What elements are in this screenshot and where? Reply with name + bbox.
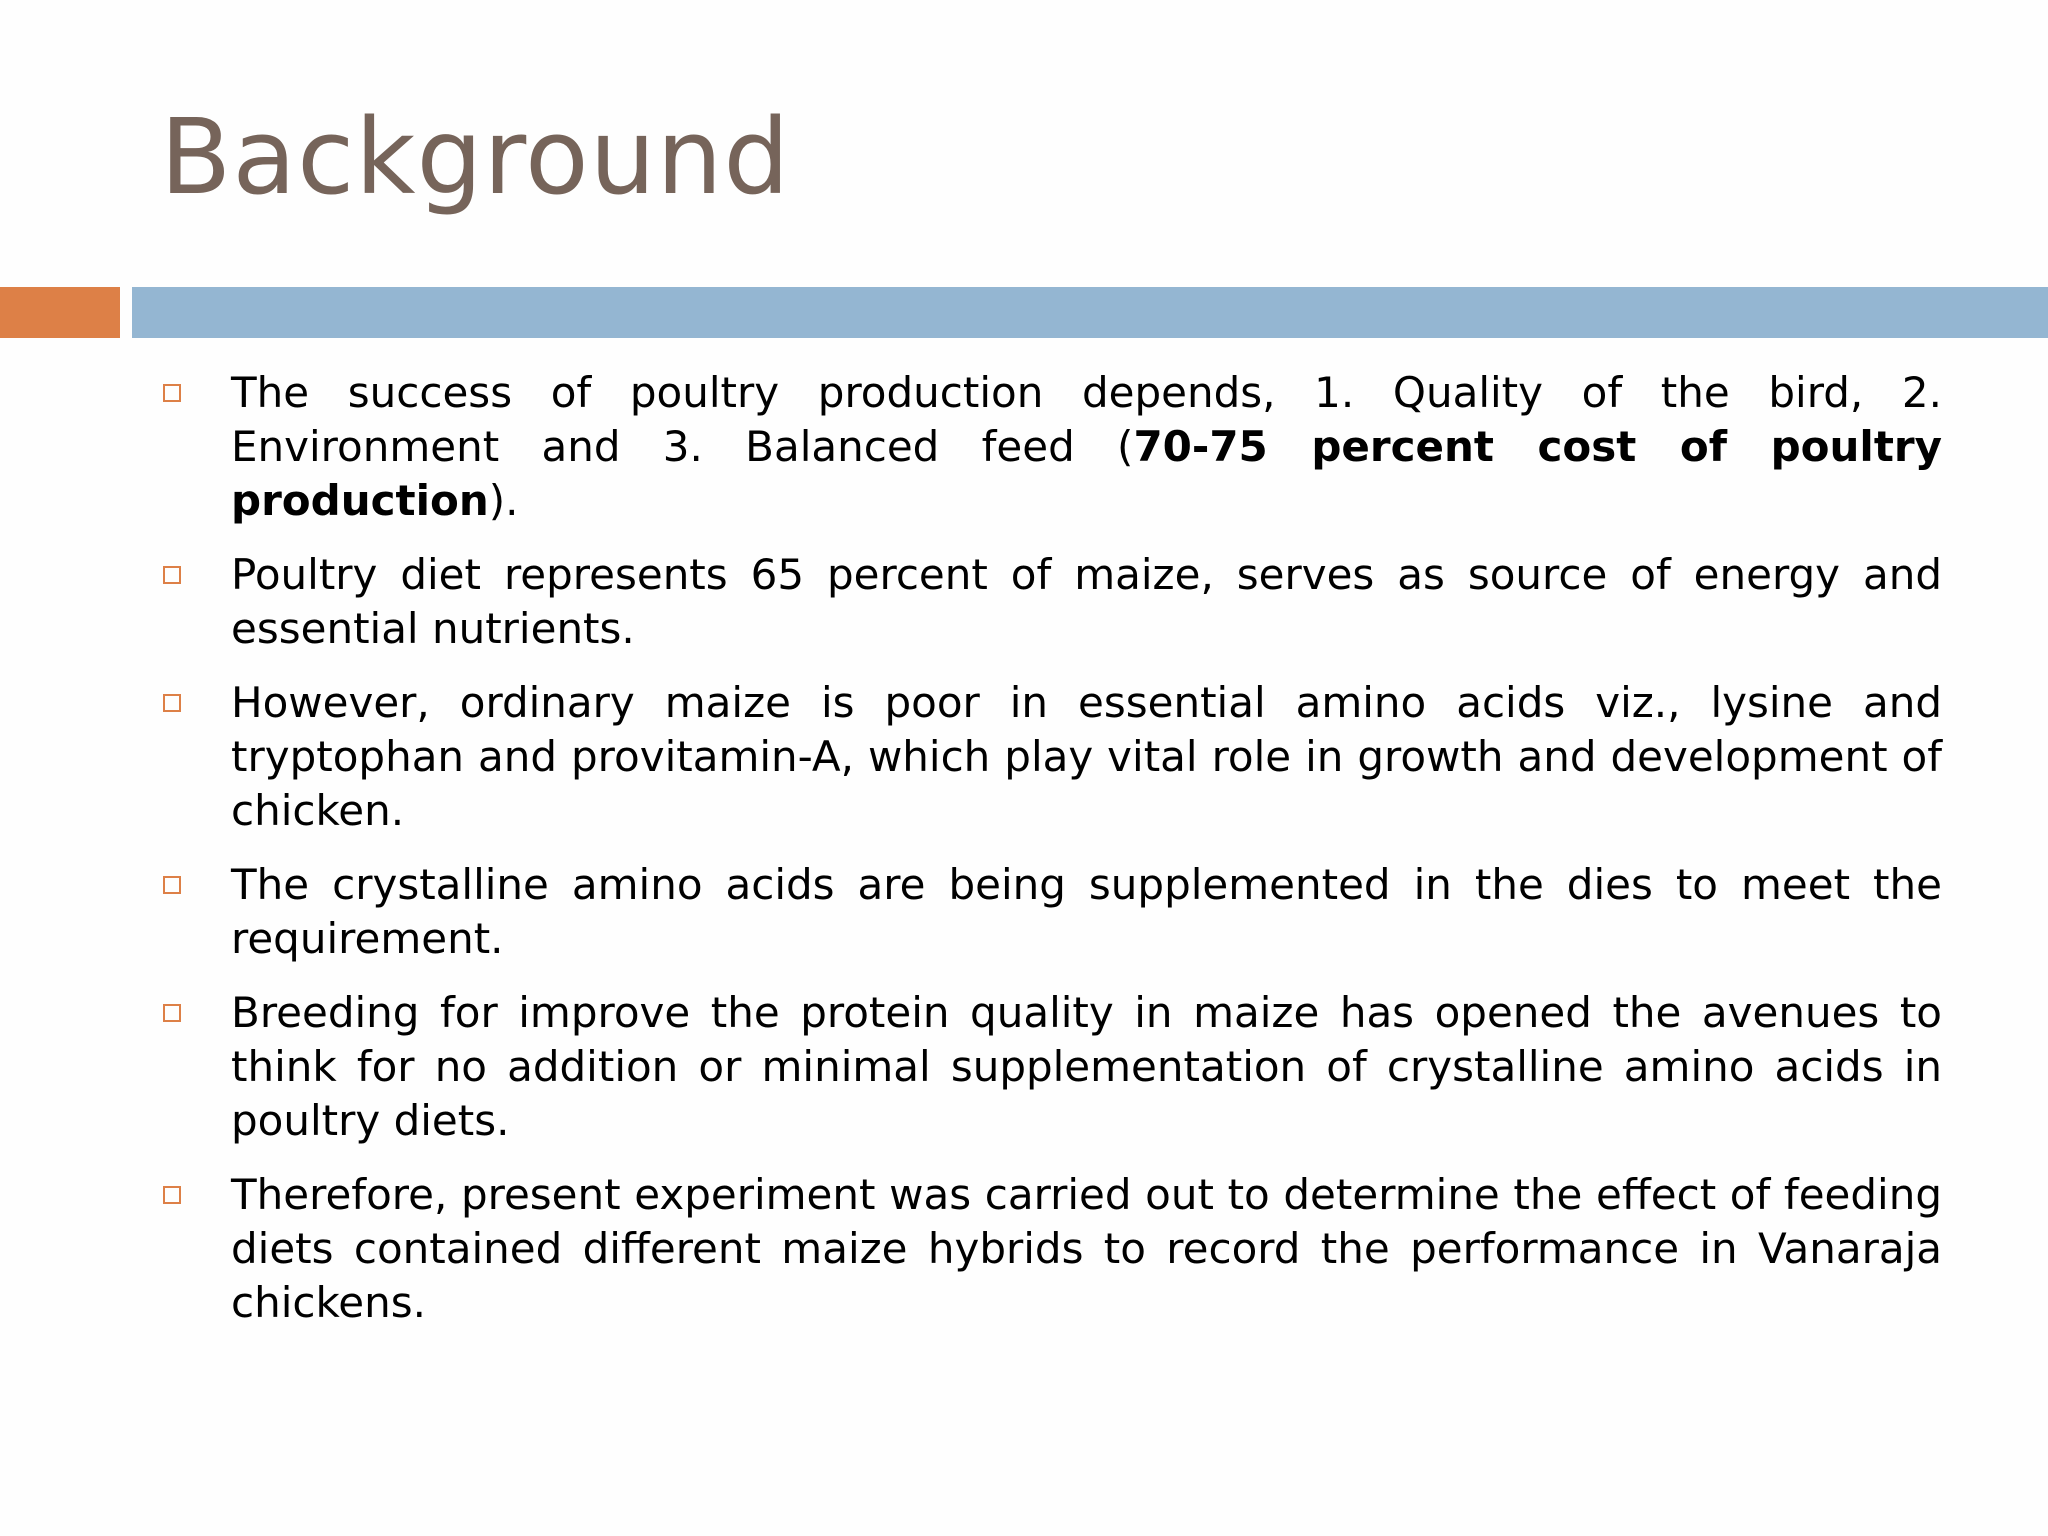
- bullet-text: The success of poultry production depends, 1. Quality of the bird, 2. Environment and 3. Balanced feed (: [231, 368, 1942, 471]
- hollow-square-icon: [163, 384, 181, 402]
- bullet-list: [160, 366, 1942, 1350]
- slide-title: Background: [160, 96, 791, 218]
- bullet-item: [160, 1168, 1942, 1330]
- bullet-text: Poultry diet represents 65 percent of maize, serves as source of energy and essential nutrients.: [231, 550, 1942, 653]
- hollow-square-icon: [163, 1004, 181, 1022]
- bullet-text: The crystalline amino acids are being supplemented in the dies to meet the requirement.: [231, 860, 1942, 963]
- hollow-square-icon: [163, 566, 181, 584]
- bullet-item: [160, 548, 1942, 656]
- bullet-text-end: ).: [488, 476, 519, 525]
- bullet-bold-text: 70-75 percent cost of poultry production: [231, 422, 1942, 525]
- title-divider-bar-blue: [132, 287, 2048, 338]
- bullet-text: Therefore, present experiment was carried out to determine the effect of feeding diets contained different maize hybrids to record the performance in Vanaraja chickens.: [231, 1170, 1942, 1327]
- bullet-item: [160, 676, 1942, 838]
- bullet-text: However, ordinary maize is poor in essential amino acids viz., lysine and tryptophan and provitamin-A, which play vital role in growth and development of chicken.: [231, 678, 1942, 835]
- hollow-square-icon: [163, 1186, 181, 1204]
- bullet-item: [160, 366, 1942, 528]
- hollow-square-icon: [163, 876, 181, 894]
- title-accent-bar-orange: [0, 287, 120, 338]
- hollow-square-icon: [163, 694, 181, 712]
- bullet-item: [160, 986, 1942, 1148]
- bullet-text: Breeding for improve the protein quality in maize has opened the avenues to think for no addition or minimal supplementation of crystalline amino acids in poultry diets.: [231, 988, 1942, 1145]
- bullet-item: [160, 858, 1942, 966]
